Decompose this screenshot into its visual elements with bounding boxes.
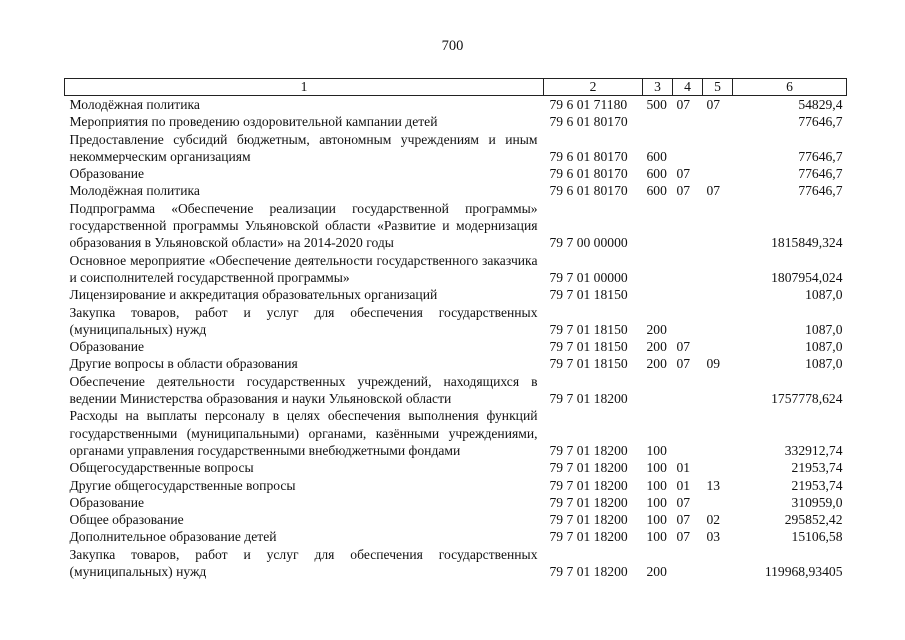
header-cell: 5 [703, 79, 733, 96]
table-row [65, 165, 847, 182]
row-section [673, 286, 703, 303]
table-row [65, 494, 847, 511]
row-subsection [703, 494, 733, 511]
row-expense-type: 600 [646, 148, 667, 164]
row-amount: 1757778,624 [771, 391, 843, 407]
row-code: 79 6 01 80170 [549, 114, 628, 130]
row-subsection: 07 [706, 97, 721, 112]
row-expense-type: 100 [646, 529, 667, 545]
row-subsection [703, 113, 733, 130]
row-section [673, 252, 703, 287]
row-expense-type: 100 [646, 494, 667, 510]
table-row [65, 200, 847, 252]
row-name: Расходы на выплаты персоналу в целях обеспечения выполнения функций государственными (муниципальными) органами, казёнными учреждениями, органами управления государственными внебюджетными фондами [69, 408, 538, 458]
row-amount: 1087,0 [805, 287, 843, 303]
row-name: Молодёжная политика [69, 97, 200, 112]
row-name: Предоставление субсидий бюджетным, автономным учреждениям и иным некоммерческим организациям [69, 131, 538, 164]
header-cell: 1 [65, 79, 544, 96]
table-row [65, 131, 847, 166]
row-name: Образование [69, 339, 145, 355]
table-row [65, 407, 847, 459]
row-expense-type: 600 [646, 183, 667, 199]
table-row [65, 459, 847, 476]
row-name: Закупка товаров, работ и услуг для обеспечения государственных (муниципальных) нужд [69, 304, 538, 337]
table-row [65, 113, 847, 130]
table-row [65, 546, 847, 581]
row-expense-type: 200 [646, 356, 667, 372]
row-subsection: 03 [706, 529, 721, 545]
row-subsection [703, 407, 733, 459]
row-section [673, 131, 703, 166]
row-code: 79 7 01 18200 [549, 442, 628, 458]
row-expense-type: 100 [646, 442, 667, 458]
row-name: Молодёжная политика [69, 183, 200, 199]
row-name: Обеспечение деятельности государственных учреждений, находящихся в ведении Министерства образования и науки Ульяновской области [69, 373, 538, 407]
row-expense-type: 100 [646, 460, 667, 476]
row-code: 79 7 01 18150 [549, 356, 628, 372]
row-amount: 310959,0 [791, 494, 843, 510]
budget-table [64, 78, 847, 580]
header-row [65, 79, 847, 96]
row-name: Другие вопросы в области образования [69, 356, 298, 372]
row-subsection [703, 373, 733, 408]
row-amount: 1807954,024 [771, 269, 843, 285]
row-expense-type: 600 [646, 166, 667, 182]
row-section [673, 200, 703, 252]
table-row [65, 304, 847, 339]
row-code: 79 6 01 80170 [549, 166, 628, 182]
row-section [673, 407, 703, 459]
header-cell: 4 [673, 79, 703, 96]
row-subsection [703, 131, 733, 166]
row-section: 07 [676, 339, 691, 355]
row-subsection: 09 [706, 356, 721, 372]
row-subsection [703, 459, 733, 476]
row-name: Закупка товаров, работ и услуг для обеспечения государственных (муниципальных) нужд [69, 546, 538, 580]
row-name: Лицензирование и аккредитация образовательных организаций [69, 287, 438, 303]
row-name: Мероприятия по проведению оздоровительной кампании детей [69, 114, 438, 130]
table-row [65, 96, 847, 114]
row-subsection: 13 [706, 477, 721, 493]
row-subsection [703, 546, 733, 581]
row-expense-type: 100 [646, 477, 667, 493]
row-section: 07 [676, 166, 691, 182]
row-code: 79 7 01 18200 [549, 512, 628, 528]
row-name: Другие общегосударственные вопросы [69, 477, 296, 493]
row-amount: 77646,7 [798, 183, 843, 199]
table-row [65, 355, 847, 372]
row-amount: 15106,58 [791, 529, 843, 545]
row-subsection [703, 304, 733, 339]
row-expense-type [643, 252, 673, 287]
row-amount: 1087,0 [805, 356, 843, 372]
row-name: Подпрограмма «Обеспечение реализации государственной программы» государственной программы Ульяновской области «Развитие и модернизация образования в Ульяновской области» на 2014-2020 годы [69, 200, 538, 251]
row-name: Образование [69, 494, 145, 510]
row-amount: 119968,93405 [764, 564, 843, 580]
row-section: 07 [676, 494, 691, 510]
row-code: 79 6 01 80170 [549, 148, 628, 164]
row-expense-type [643, 373, 673, 408]
row-amount: 1815849,324 [771, 235, 843, 251]
row-section: 07 [676, 97, 691, 112]
table-row [65, 511, 847, 528]
row-name: Образование [69, 166, 145, 182]
row-name: Дополнительное образование детей [69, 529, 277, 545]
row-section: 07 [676, 356, 691, 372]
row-code: 79 6 01 80170 [549, 183, 628, 199]
row-subsection [703, 252, 733, 287]
row-code: 79 6 01 71180 [549, 97, 628, 112]
row-amount: 295852,42 [784, 512, 843, 528]
row-subsection [703, 165, 733, 182]
table-row [65, 286, 847, 303]
row-amount: 54829,4 [798, 97, 843, 112]
row-amount: 77646,7 [798, 114, 843, 130]
row-section [673, 113, 703, 130]
table-row [65, 373, 847, 408]
row-expense-type: 100 [646, 512, 667, 528]
table-body [65, 96, 847, 581]
row-section: 01 [676, 477, 691, 493]
row-code: 79 7 01 18200 [549, 391, 628, 407]
header-cell: 6 [733, 79, 847, 96]
row-code: 79 7 01 00000 [549, 269, 628, 285]
row-amount: 1087,0 [805, 339, 843, 355]
row-amount: 77646,7 [798, 166, 843, 182]
row-expense-type [643, 286, 673, 303]
row-code: 79 7 00 00000 [549, 235, 628, 251]
row-code: 79 7 01 18150 [549, 339, 628, 355]
row-subsection [703, 286, 733, 303]
table-row [65, 528, 847, 545]
row-code: 79 7 01 18200 [549, 460, 628, 476]
row-code: 79 7 01 18150 [549, 321, 628, 337]
row-subsection: 07 [706, 183, 721, 199]
row-expense-type [643, 113, 673, 130]
row-amount: 1087,0 [805, 321, 843, 337]
row-code: 79 7 01 18200 [549, 477, 628, 493]
row-subsection [703, 200, 733, 252]
table-row [65, 338, 847, 355]
row-code: 79 7 01 18200 [549, 529, 628, 545]
row-amount: 332912,74 [784, 442, 843, 458]
row-subsection [703, 338, 733, 355]
header-cell: 2 [544, 79, 643, 96]
row-name: Общегосударственные вопросы [69, 460, 254, 476]
row-name: Основное мероприятие «Обеспечение деятельности государственного заказчика и соисполнителей государственной программы» [69, 252, 538, 285]
table-row [65, 182, 847, 199]
row-expense-type [643, 200, 673, 252]
row-expense-type: 200 [646, 564, 667, 580]
row-expense-type: 200 [646, 339, 667, 355]
row-code: 79 7 01 18150 [549, 287, 628, 303]
row-section [673, 373, 703, 408]
row-section: 07 [676, 529, 691, 545]
header-cell: 3 [643, 79, 673, 96]
row-amount: 77646,7 [798, 148, 843, 164]
row-code: 79 7 01 18200 [549, 494, 628, 510]
row-section: 07 [676, 512, 691, 528]
row-section: 07 [676, 183, 691, 199]
row-section [673, 304, 703, 339]
row-expense-type: 200 [646, 321, 667, 337]
row-section: 01 [676, 460, 691, 476]
row-subsection: 02 [706, 512, 721, 528]
table-row [65, 477, 847, 494]
row-amount: 21953,74 [791, 460, 843, 476]
row-code: 79 7 01 18200 [549, 564, 628, 580]
page-number: 700 [441, 38, 464, 54]
row-section [673, 546, 703, 581]
table-row [65, 252, 847, 287]
row-amount: 21953,74 [791, 477, 843, 493]
row-expense-type: 500 [646, 97, 667, 112]
row-name: Общее образование [69, 512, 184, 528]
